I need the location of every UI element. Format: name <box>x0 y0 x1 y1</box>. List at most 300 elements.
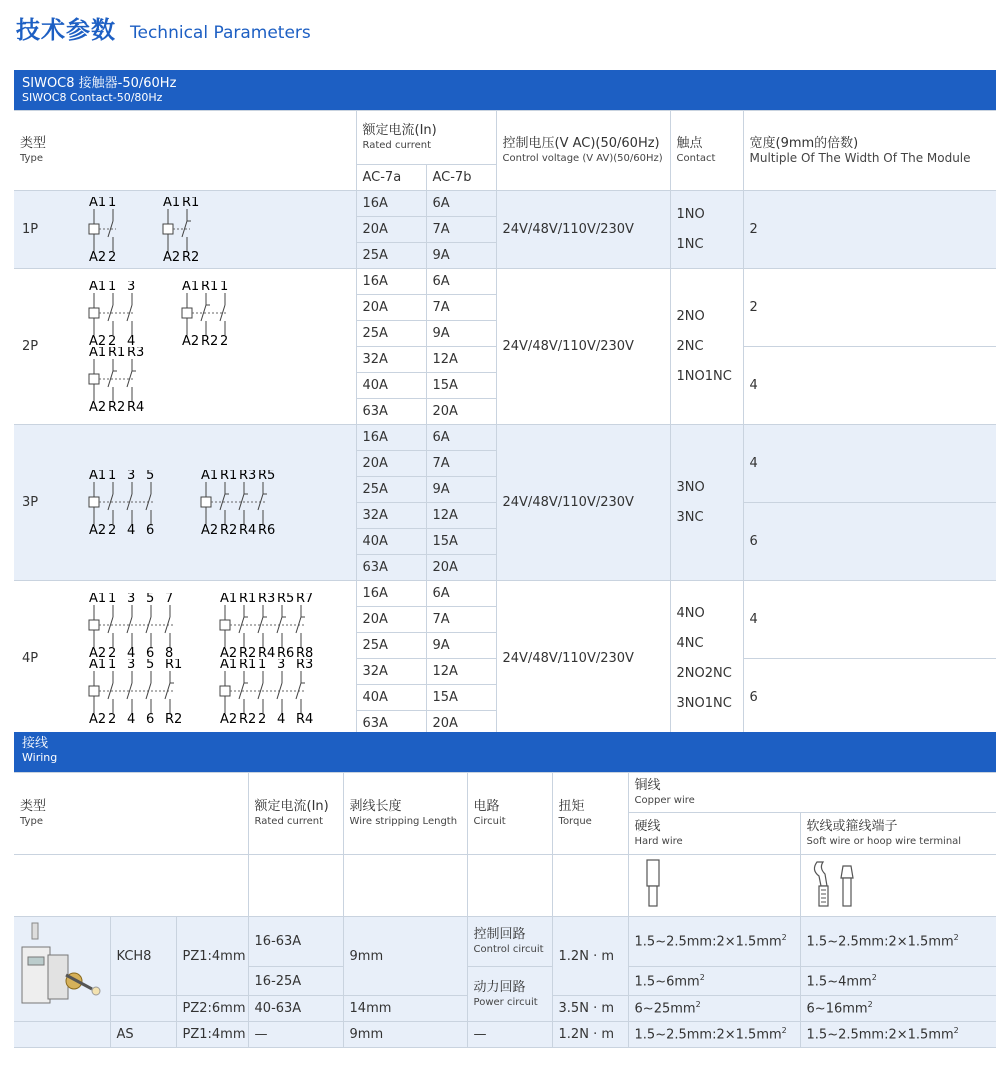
header-type-cn: 类型 <box>20 136 47 151</box>
terminal-label: R6 <box>276 645 295 659</box>
hard-as-b: :2×1.5mm <box>712 1027 782 1043</box>
rated-16-63: 16-63A <box>248 917 343 967</box>
wiring-header-torque-en: Torque <box>558 816 592 827</box>
type-label: 2P <box>22 339 39 354</box>
ac7b-value: 15A <box>426 373 496 399</box>
terminal-label: 1 <box>107 196 117 210</box>
terminal-label: 4 <box>276 711 286 725</box>
coil-symbol <box>201 497 211 507</box>
control-circuit-en: Control circuit <box>473 944 544 955</box>
contact-type: 2NC <box>676 338 704 354</box>
coil-symbol <box>89 308 99 318</box>
pz1-as-label: PZ1:4mm <box>176 1022 248 1048</box>
contact-symbol <box>277 683 282 699</box>
wiring-header-copper <box>628 773 996 813</box>
soft-wire-icon <box>807 858 867 910</box>
terminal-label: R2 <box>164 711 183 725</box>
terminal-label: 3 <box>126 658 136 672</box>
terminal-label: A1 <box>88 658 106 672</box>
title-en: Technical Parameters <box>130 23 311 43</box>
terminal-label: 2 <box>107 522 117 536</box>
type-cell <box>14 191 356 269</box>
contact-symbol <box>296 683 301 699</box>
ac7a-value: 16A <box>356 425 426 451</box>
hard-as-a: 1.5~2.5mm <box>634 1027 713 1043</box>
diagram-group <box>85 593 350 725</box>
type-label: 4P <box>22 651 39 666</box>
title-cn: 技术参数 <box>16 16 116 44</box>
hard-wire-power-b <box>628 996 800 1022</box>
wiring-header-circuit-en: Circuit <box>473 816 506 827</box>
control-circuit-cn: 控制回路 <box>473 927 526 942</box>
wiring-diagram <box>85 197 145 263</box>
terminal-label: 1 <box>107 280 117 294</box>
wiring-diagram <box>159 197 219 263</box>
ac7b-value: 12A <box>426 347 496 373</box>
page-title <box>16 10 311 46</box>
terminal-label: R4 <box>257 645 276 659</box>
wiring-table <box>14 772 996 1048</box>
product-image-cell-cont <box>14 1022 110 1048</box>
wiring-icon-spacer <box>248 855 343 917</box>
torque-1-2: 1.2N · m <box>552 917 628 996</box>
ac7b-value: 6A <box>426 581 496 607</box>
header-width-en: Multiple Of The Width Of The Module <box>749 151 971 165</box>
terminal-label: R1 <box>164 658 183 672</box>
ac7b-value: 20A <box>426 399 496 425</box>
wiring-header-rated-en: Rated current <box>254 816 324 827</box>
wiring-header-soft-en: Soft wire or hoop wire terminal <box>806 836 962 847</box>
contact-type: 3NO1NC <box>676 695 732 711</box>
wiring-header-type <box>14 773 248 855</box>
sup: 2 <box>867 1000 873 1010</box>
ac7a-value: 20A <box>356 217 426 243</box>
ac7a-value: 16A <box>356 191 426 217</box>
wiring-icon-spacer <box>14 855 248 917</box>
wiring-diagram <box>85 593 202 659</box>
hard-wire-ctrl-b: :2×1.5mm <box>712 934 782 950</box>
wiring-header-circuit-cn: 电路 <box>473 799 500 814</box>
width-multiple: 6 <box>743 659 996 737</box>
hard-wire-power-a <box>628 967 800 996</box>
wiring-header-rated-cn: 额定电流(In) <box>254 799 329 814</box>
wiring-header-copper-cn: 铜线 <box>634 778 661 793</box>
contact-type: 3NC <box>676 509 704 525</box>
wiring-title-cn: 接线 <box>22 736 49 751</box>
sup: 2 <box>781 1026 787 1036</box>
terminal-label: R3 <box>295 658 314 672</box>
header-contact-en: Contact <box>676 153 716 164</box>
soft-as-a: 1.5~2.5mm <box>806 1027 885 1043</box>
terminal-label: R5 <box>276 592 295 606</box>
ac7b-value: 7A <box>426 451 496 477</box>
wiring-header-hard-en: Hard wire <box>634 836 683 847</box>
rated-16-25: 16-25A <box>248 967 343 996</box>
ac7b-value: 12A <box>426 659 496 685</box>
terminal-label: 5 <box>145 469 155 483</box>
ac7a-value: 20A <box>356 295 426 321</box>
terminal-label: 4 <box>126 711 136 725</box>
soft-wire-ctrl-a: 1.5~2.5mm <box>806 934 885 950</box>
section-title-en: SIWOC8 Contact-50/80Hz <box>22 91 163 104</box>
terminal-label: R8 <box>295 645 314 659</box>
torque-as: 1.2N · m <box>552 1022 628 1048</box>
terminal-label: A1 <box>219 592 237 606</box>
terminal-label: 1 <box>219 280 229 294</box>
terminal-label: 1 <box>107 469 117 483</box>
terminal-label: 6 <box>145 645 155 659</box>
terminal-label: 1 <box>107 658 117 672</box>
power-circuit-cn: 动力回路 <box>473 979 526 995</box>
hard-wire-as <box>628 1022 800 1048</box>
ac7a-value: 25A <box>356 633 426 659</box>
width-multiple: 4 <box>743 425 996 503</box>
section-bar-wiring <box>14 732 996 772</box>
wiring-header-copper-en: Copper wire <box>634 795 695 806</box>
terminal-label: A2 <box>162 249 180 263</box>
terminal-label: A1 <box>88 469 106 483</box>
terminal-label: A2 <box>219 645 237 659</box>
strip-as: 9mm <box>343 1022 467 1048</box>
terminal-label: 3 <box>276 658 286 672</box>
rated-as: — <box>248 1022 343 1048</box>
terminal-label: 1 <box>107 592 117 606</box>
coil-symbol <box>89 686 99 696</box>
terminal-label: R6 <box>257 522 276 536</box>
wiring-header-hard <box>628 813 800 855</box>
ac7b-value: 7A <box>426 607 496 633</box>
terminal-label: 5 <box>145 592 155 606</box>
contact-symbol <box>296 617 301 633</box>
header-ac7b: AC-7b <box>426 165 496 191</box>
terminal-label: 7 <box>164 592 174 606</box>
terminal-label: R2 <box>238 711 257 725</box>
wiring-header-hard-cn: 硬线 <box>634 819 661 834</box>
terminal-label: A2 <box>181 333 199 347</box>
terminal-label: A2 <box>88 645 106 659</box>
contact-symbol <box>165 617 170 633</box>
width-multiple: 6 <box>743 503 996 581</box>
contact-type: 2NO <box>676 308 705 324</box>
terminal-label: A2 <box>88 711 106 725</box>
ac7b-value: 20A <box>426 555 496 581</box>
sup: 2 <box>781 933 787 943</box>
header-rated-en: Rated current <box>362 140 432 151</box>
coil-symbol <box>89 224 99 234</box>
rating-row <box>14 425 996 451</box>
contact-type: 2NO2NC <box>676 665 732 681</box>
coil-symbol <box>163 224 173 234</box>
contact-symbol <box>258 494 263 510</box>
contact-type: 1NO <box>676 206 705 222</box>
terminal-label: A2 <box>219 711 237 725</box>
ac7b-value: 9A <box>426 477 496 503</box>
coil-symbol <box>89 620 99 630</box>
pz1-label: PZ1:4mm <box>176 917 248 996</box>
wiring-diagram <box>216 659 333 725</box>
width-multiple: 2 <box>743 191 996 269</box>
header-contact-cn: 触点 <box>676 136 703 151</box>
rated-40-63: 40-63A <box>248 996 343 1022</box>
terminal-label: 4 <box>126 522 136 536</box>
type-cell <box>14 425 356 581</box>
contactor-product-image <box>14 917 104 1017</box>
terminal-label: R1 <box>219 469 238 483</box>
ac7a-value: 40A <box>356 529 426 555</box>
rating-row <box>14 269 996 295</box>
ac7a-value: 32A <box>356 659 426 685</box>
ac7b-value: 15A <box>426 685 496 711</box>
type-label: 3P <box>22 495 39 510</box>
wiring-icon-spacer <box>343 855 467 917</box>
contact-type: 4NO <box>676 605 705 621</box>
terminal-label: A1 <box>181 280 199 294</box>
ac7a-value: 32A <box>356 347 426 373</box>
rating-row <box>14 581 996 607</box>
header-rated-cn: 额定电流(In) <box>362 123 437 138</box>
terminal-label: A1 <box>88 280 106 294</box>
coil-symbol <box>89 497 99 507</box>
terminal-label: R2 <box>181 249 200 263</box>
circuit-as: — <box>467 1022 552 1048</box>
ac7a-value: 63A <box>356 399 426 425</box>
wiring-header-rated <box>248 773 343 855</box>
terminal-label: 2 <box>107 645 117 659</box>
wiring-header-type-cn: 类型 <box>20 799 47 814</box>
control-voltage: 24V/48V/110V/230V <box>496 581 670 737</box>
type-cell <box>14 269 356 425</box>
terminal-label: A2 <box>88 249 106 263</box>
terminal-label: A1 <box>88 592 106 606</box>
ac7a-value: 25A <box>356 243 426 269</box>
soft-wire-ctrl-b: :2×1.5mm <box>884 934 954 950</box>
control-voltage: 24V/48V/110V/230V <box>496 425 670 581</box>
terminal-label: 5 <box>145 658 155 672</box>
terminal-label: R5 <box>257 469 276 483</box>
terminal-label: 3 <box>126 469 136 483</box>
sup: 2 <box>695 1000 701 1010</box>
contact-cell <box>670 191 743 269</box>
header-control-en: Control voltage (V AV)(50/60Hz) <box>502 153 663 164</box>
soft-wire-power-a <box>800 967 996 996</box>
diagram-group <box>85 470 350 536</box>
contact-type: 1NC <box>676 236 704 252</box>
terminal-label: 6 <box>145 522 155 536</box>
ac7a-value: 40A <box>356 685 426 711</box>
terminal-label: A1 <box>162 196 180 210</box>
ac7a-value: 25A <box>356 477 426 503</box>
terminal-label: A1 <box>88 346 106 360</box>
contact-symbol <box>146 494 151 510</box>
contact-symbol <box>165 683 170 699</box>
wiring-icon-spacer <box>467 855 552 917</box>
terminal-label: R1 <box>181 196 200 210</box>
soft-wire-ctrl <box>800 917 996 967</box>
header-rated <box>356 111 496 165</box>
terminal-label: 2 <box>107 711 117 725</box>
hard-1-5-6: 1.5~6mm <box>634 974 700 990</box>
coil-symbol <box>220 686 230 696</box>
wiring-diagram <box>216 593 333 659</box>
ac7a-value: 20A <box>356 607 426 633</box>
coil-symbol <box>182 308 192 318</box>
terminal-label: R1 <box>238 592 257 606</box>
ac7a-value: 63A <box>356 711 426 737</box>
ac7a-value: 40A <box>356 373 426 399</box>
header-width-cn: 宽度(9mm的倍数) <box>749 136 859 151</box>
section-bar-contactor <box>14 70 996 110</box>
terminal-label: R1 <box>200 280 219 294</box>
hard-wire-icon-cell <box>628 855 800 917</box>
wiring-header-torque <box>552 773 628 855</box>
header-control-cn: 控制电压(V AC)(50/60Hz) <box>502 136 660 151</box>
terminal-label: 8 <box>164 645 174 659</box>
soft-6-16: 6~16mm <box>806 1001 868 1017</box>
terminal-label: R4 <box>126 399 145 413</box>
control-circuit <box>467 917 552 967</box>
contact-symbol <box>146 683 151 699</box>
terminal-label: 2 <box>257 711 267 725</box>
terminal-label: A1 <box>200 469 218 483</box>
header-type-en: Type <box>20 153 43 164</box>
terminal-label: R2 <box>200 333 219 347</box>
soft-1-5-4: 1.5~4mm <box>806 974 872 990</box>
terminal-label: 3 <box>126 592 136 606</box>
contact-cell <box>670 581 743 737</box>
ac7b-value: 12A <box>426 503 496 529</box>
wiring-header-soft <box>800 813 996 855</box>
terminal-label: 3 <box>126 280 136 294</box>
type-cell <box>14 581 356 737</box>
wiring-header-circuit <box>467 773 552 855</box>
terminal-label: R3 <box>126 346 145 360</box>
terminal-label: R3 <box>257 592 276 606</box>
wiring-header-soft-cn: 软线或箍线端子 <box>806 819 898 834</box>
header-type <box>14 111 356 191</box>
soft-wire-as <box>800 1022 996 1048</box>
terminal-label: R1 <box>107 346 126 360</box>
header-contact <box>670 111 743 191</box>
hard-wire-ctrl-a: 1.5~2.5mm <box>634 934 713 950</box>
kch8-label-cont <box>110 996 176 1022</box>
terminal-label: R4 <box>295 711 314 725</box>
terminal-label: 2 <box>219 333 229 347</box>
hard-6-25: 6~25mm <box>634 1001 696 1017</box>
torque-3-5: 3.5N · m <box>552 996 628 1022</box>
terminal-label: 2 <box>107 333 117 347</box>
terminal-label: R2 <box>219 522 238 536</box>
ac7b-value: 6A <box>426 191 496 217</box>
contact-type: 1NO1NC <box>676 368 732 384</box>
wiring-diagram <box>85 470 183 536</box>
section-title-cn: SIWOC8 接触器-50/60Hz <box>22 76 177 91</box>
ac7a-value: 32A <box>356 503 426 529</box>
header-control <box>496 111 670 191</box>
contact-type: 4NC <box>676 635 704 651</box>
diagram-group <box>85 281 350 413</box>
terminal-label: R7 <box>295 592 314 606</box>
control-voltage: 24V/48V/110V/230V <box>496 191 670 269</box>
soft-wire-power-b <box>800 996 996 1022</box>
ac7b-value: 15A <box>426 529 496 555</box>
sup: 2 <box>953 933 959 943</box>
terminal-label: R2 <box>238 645 257 659</box>
terminal-label: A2 <box>200 522 218 536</box>
wiring-header-type-en: Type <box>20 816 43 827</box>
terminal-label: A1 <box>219 658 237 672</box>
width-multiple: 2 <box>743 269 996 347</box>
sup: 2 <box>871 972 877 982</box>
terminal-label: 6 <box>145 711 155 725</box>
wiring-title-en: Wiring <box>22 751 58 764</box>
as-label: AS <box>110 1022 176 1048</box>
coil-symbol <box>220 620 230 630</box>
contact-symbol <box>146 617 151 633</box>
ac7a-value: 63A <box>356 555 426 581</box>
hard-wire-ctrl <box>628 917 800 967</box>
contact-symbol <box>277 617 282 633</box>
params-table <box>14 110 996 737</box>
terminal-label: A1 <box>88 196 106 210</box>
wiring-header-strip-cn: 剥线长度 <box>349 799 402 814</box>
terminal-label: A2 <box>88 399 106 413</box>
wiring-diagram <box>178 281 257 347</box>
wiring-diagram <box>85 281 164 347</box>
terminal-label: R2 <box>107 399 126 413</box>
ac7a-value: 20A <box>356 451 426 477</box>
wiring-icon-spacer <box>552 855 628 917</box>
wiring-header-torque-cn: 扭矩 <box>558 799 585 814</box>
ac7a-value: 16A <box>356 269 426 295</box>
terminal-label: 1 <box>257 658 267 672</box>
control-voltage: 24V/48V/110V/230V <box>496 269 670 425</box>
ac7b-value: 6A <box>426 269 496 295</box>
header-width <box>743 111 996 191</box>
ac7a-value: 25A <box>356 321 426 347</box>
diagram-group <box>85 197 350 263</box>
terminal-label: A2 <box>88 333 106 347</box>
terminal-label: 4 <box>126 333 136 347</box>
sup: 2 <box>699 972 705 982</box>
contact-cell <box>670 269 743 425</box>
sup: 2 <box>953 1026 959 1036</box>
strip-14mm: 14mm <box>343 996 467 1022</box>
ac7a-value: 16A <box>356 581 426 607</box>
terminal-label: R3 <box>238 469 257 483</box>
ac7b-value: 9A <box>426 243 496 269</box>
ac7b-value: 6A <box>426 425 496 451</box>
terminal-label: R4 <box>238 522 257 536</box>
wiring-header-strip-en: Wire stripping Length <box>349 816 458 827</box>
rating-row <box>14 191 996 217</box>
contact-type: 3NO <box>676 479 705 495</box>
contact-cell <box>670 425 743 581</box>
width-multiple: 4 <box>743 347 996 425</box>
soft-wire-icon-cell <box>800 855 996 917</box>
kch8-label: KCH8 <box>110 917 176 996</box>
strip-9mm: 9mm <box>343 917 467 996</box>
ac7b-value: 9A <box>426 633 496 659</box>
terminal-label: 4 <box>126 645 136 659</box>
pz2-label: PZ2:6mm <box>176 996 248 1022</box>
power-circuit-en: Power circuit <box>473 996 538 1008</box>
ac7b-value: 9A <box>426 321 496 347</box>
wiring-diagram <box>85 659 202 725</box>
type-label: 1P <box>22 222 39 237</box>
ac7b-value: 7A <box>426 217 496 243</box>
terminal-label: A2 <box>88 522 106 536</box>
soft-as-b: :2×1.5mm <box>884 1027 954 1043</box>
